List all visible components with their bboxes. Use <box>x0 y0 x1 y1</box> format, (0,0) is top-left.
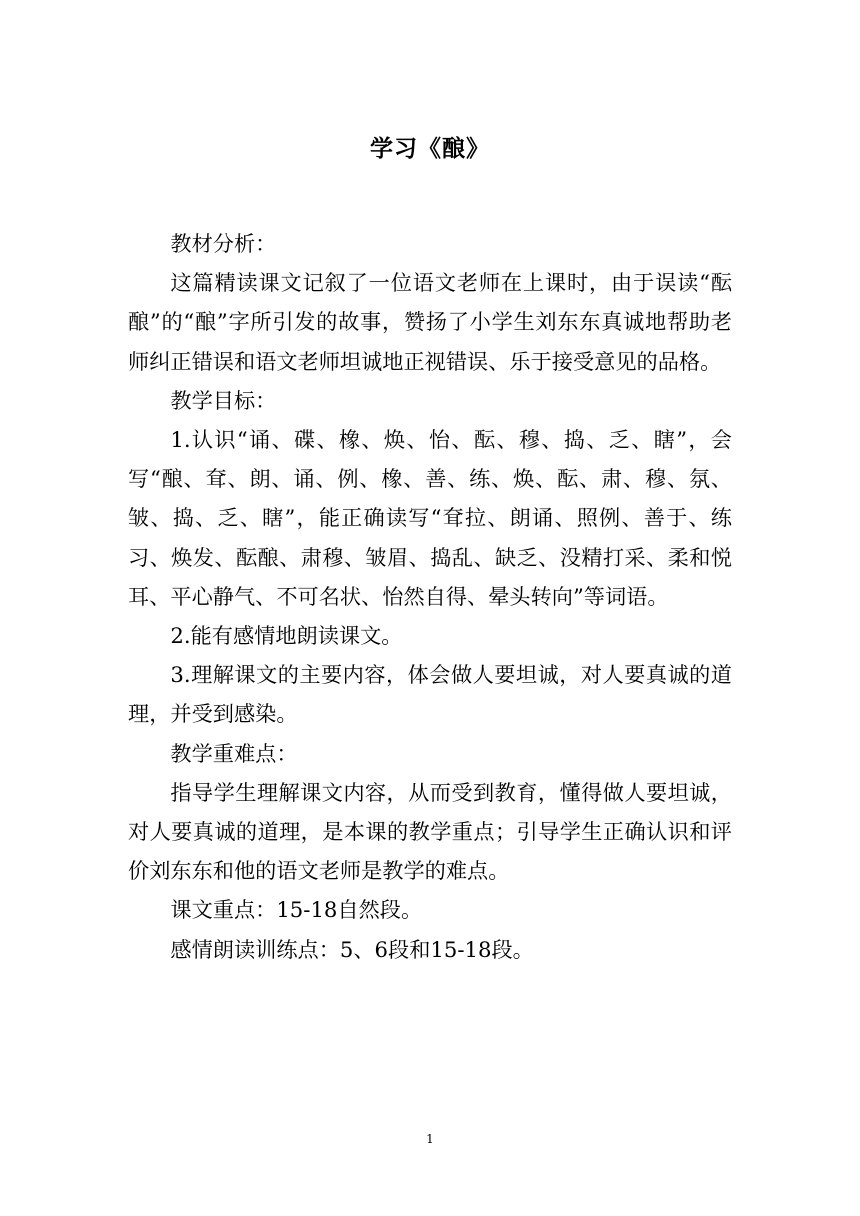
paragraph-material-analysis: 这篇精读课文记叙了一位语文老师在上课时，由于误读“酝酿”的“酿”字所引发的故事，赞扬了小学生刘东东真诚地帮助老师纠正错误和语文老师坦诚地正视错误、乐于接受意见的品格。 <box>128 270 732 374</box>
section-heading-material-analysis: 教材分析： <box>170 231 277 256</box>
section-heading-teaching-goals: 教学目标： <box>170 387 277 413</box>
paragraph-text-focus: 课文重点：15-18自然段。 <box>170 897 423 923</box>
page-number: 1 <box>426 1132 434 1146</box>
section-heading-key-difficulties: 教学重难点： <box>170 740 298 766</box>
paragraph-reading-focus: 感情朗读训练点：5、6段和15-18段。 <box>170 936 534 962</box>
paragraph-goal-1: 1.认识“诵、碟、橡、焕、怡、酝、穆、捣、乏、瞎”，会写“酿、耷、朗、诵、例、橡、善、练、焕、酝、肃、穆、氛、皱、捣、乏、瞎”，能正确读写“耷拉、朗诵、照例、善于、练习、焕发、酝酿、肃穆、皱眉、捣乱、缺乏、没精打采、柔和悦耳、平心静气、不可名状、怡然自得、晕头转向”等词语。 <box>128 427 732 609</box>
paragraph-goal-3: 3.理解课文的主要内容，体会做人要坦诚，对人要真诚的道理，并受到感染。 <box>128 662 732 727</box>
paragraph-goal-2: 2.能有感情地朗读课文。 <box>170 623 403 649</box>
document-body <box>128 224 732 969</box>
paragraph-key-difficulties: 指导学生理解课文内容，从而受到教育，懂得做人要坦诚，对人要真诚的道理，是本课的教学重点；引导学生正确认识和评价刘东东和他的语文老师是教学的难点。 <box>128 779 732 884</box>
document-title: 学习《酿》 <box>370 135 490 162</box>
